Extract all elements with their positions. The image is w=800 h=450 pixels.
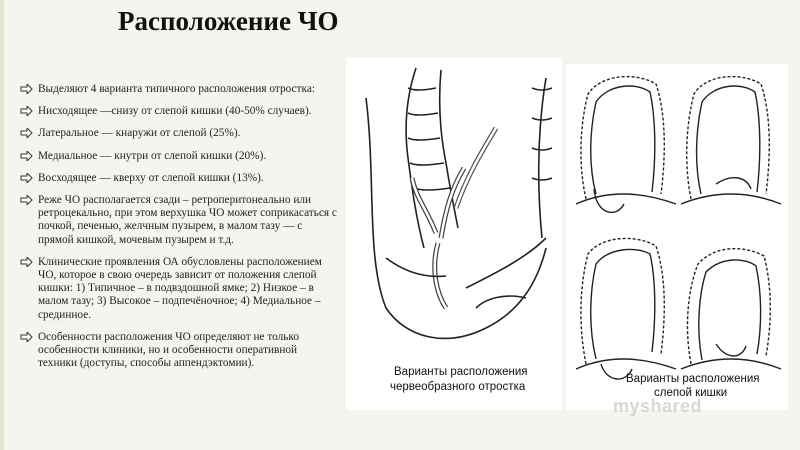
arrow-bullet-icon: [20, 332, 33, 342]
slide-title: Расположение ЧО: [118, 6, 339, 36]
figure-right-caption-line-1: Варианты расположения: [626, 373, 760, 385]
cecum-variant-panel: [576, 238, 676, 379]
cecum-variant-panel: [681, 77, 781, 204]
cecum-positions-figure: [566, 64, 788, 410]
cecum-variant-panel: [576, 77, 676, 213]
arrow-bullet-icon: [20, 151, 33, 161]
bullet-item: Особенности расположения ЧО определяют не только особенности клиники, но и особенности оперативной техники (доступы, способы аппендэктомии).: [20, 331, 338, 371]
bullet-item: Латеральное — кнаружи от слепой (25%).: [20, 127, 338, 140]
bullet-item: Выделяют 4 варианта типичного расположения отростка:: [20, 83, 338, 96]
arrow-bullet-icon: [20, 257, 33, 267]
bullet-item: Восходящее — кверху от слепой кишки (13%).: [20, 172, 338, 185]
watermark-logo: myshared: [613, 396, 703, 416]
figure-left-caption-line-1: Варианты расположения: [394, 366, 528, 378]
arrow-bullet-icon: [20, 84, 33, 94]
cecum-variants-drawing: [566, 64, 788, 410]
arrow-bullet-icon: [20, 195, 33, 205]
slide-left-accent-bar: [0, 0, 4, 450]
bullet-item: Реже ЧО располагается сзади – ретроперитонеально или ретроцекально, при этом верхушка ЧО может соприкасаться с почкой, печенью, желчным пузырем, в малом тазу — с прямой кишкой, мочевым пузырем и т.д.: [20, 194, 338, 247]
bullet-item: Нисходящее —снизу от слепой кишки (40-50% случаев).: [20, 105, 338, 118]
arrow-bullet-icon: [20, 106, 33, 116]
arrow-bullet-icon: [20, 128, 33, 138]
bullet-item: Медиальное — кнутри от слепой кишки (20%).: [20, 150, 338, 163]
cecum-variant-panel: [681, 249, 781, 369]
appendix-positions-figure: [346, 58, 562, 410]
appendix-anatomy-drawing: [346, 58, 562, 410]
figure-left-caption-line-2: червеобразного отростка: [390, 381, 526, 393]
bullet-list: [20, 83, 338, 379]
arrow-bullet-icon: [20, 173, 33, 183]
bullet-item: Клинические проявления ОА обусловлены расположением ЧО, которое в свою очередь зависит от положения слепой кишки: 1) Типичное – в подвздошной ямке; 2) Низкое – в малом тазу; 3) Высокое – подпечёночное; 4) Медиальное – срединное.: [20, 256, 338, 322]
figure-right-caption-line-2: слепой кишки: [654, 387, 728, 399]
